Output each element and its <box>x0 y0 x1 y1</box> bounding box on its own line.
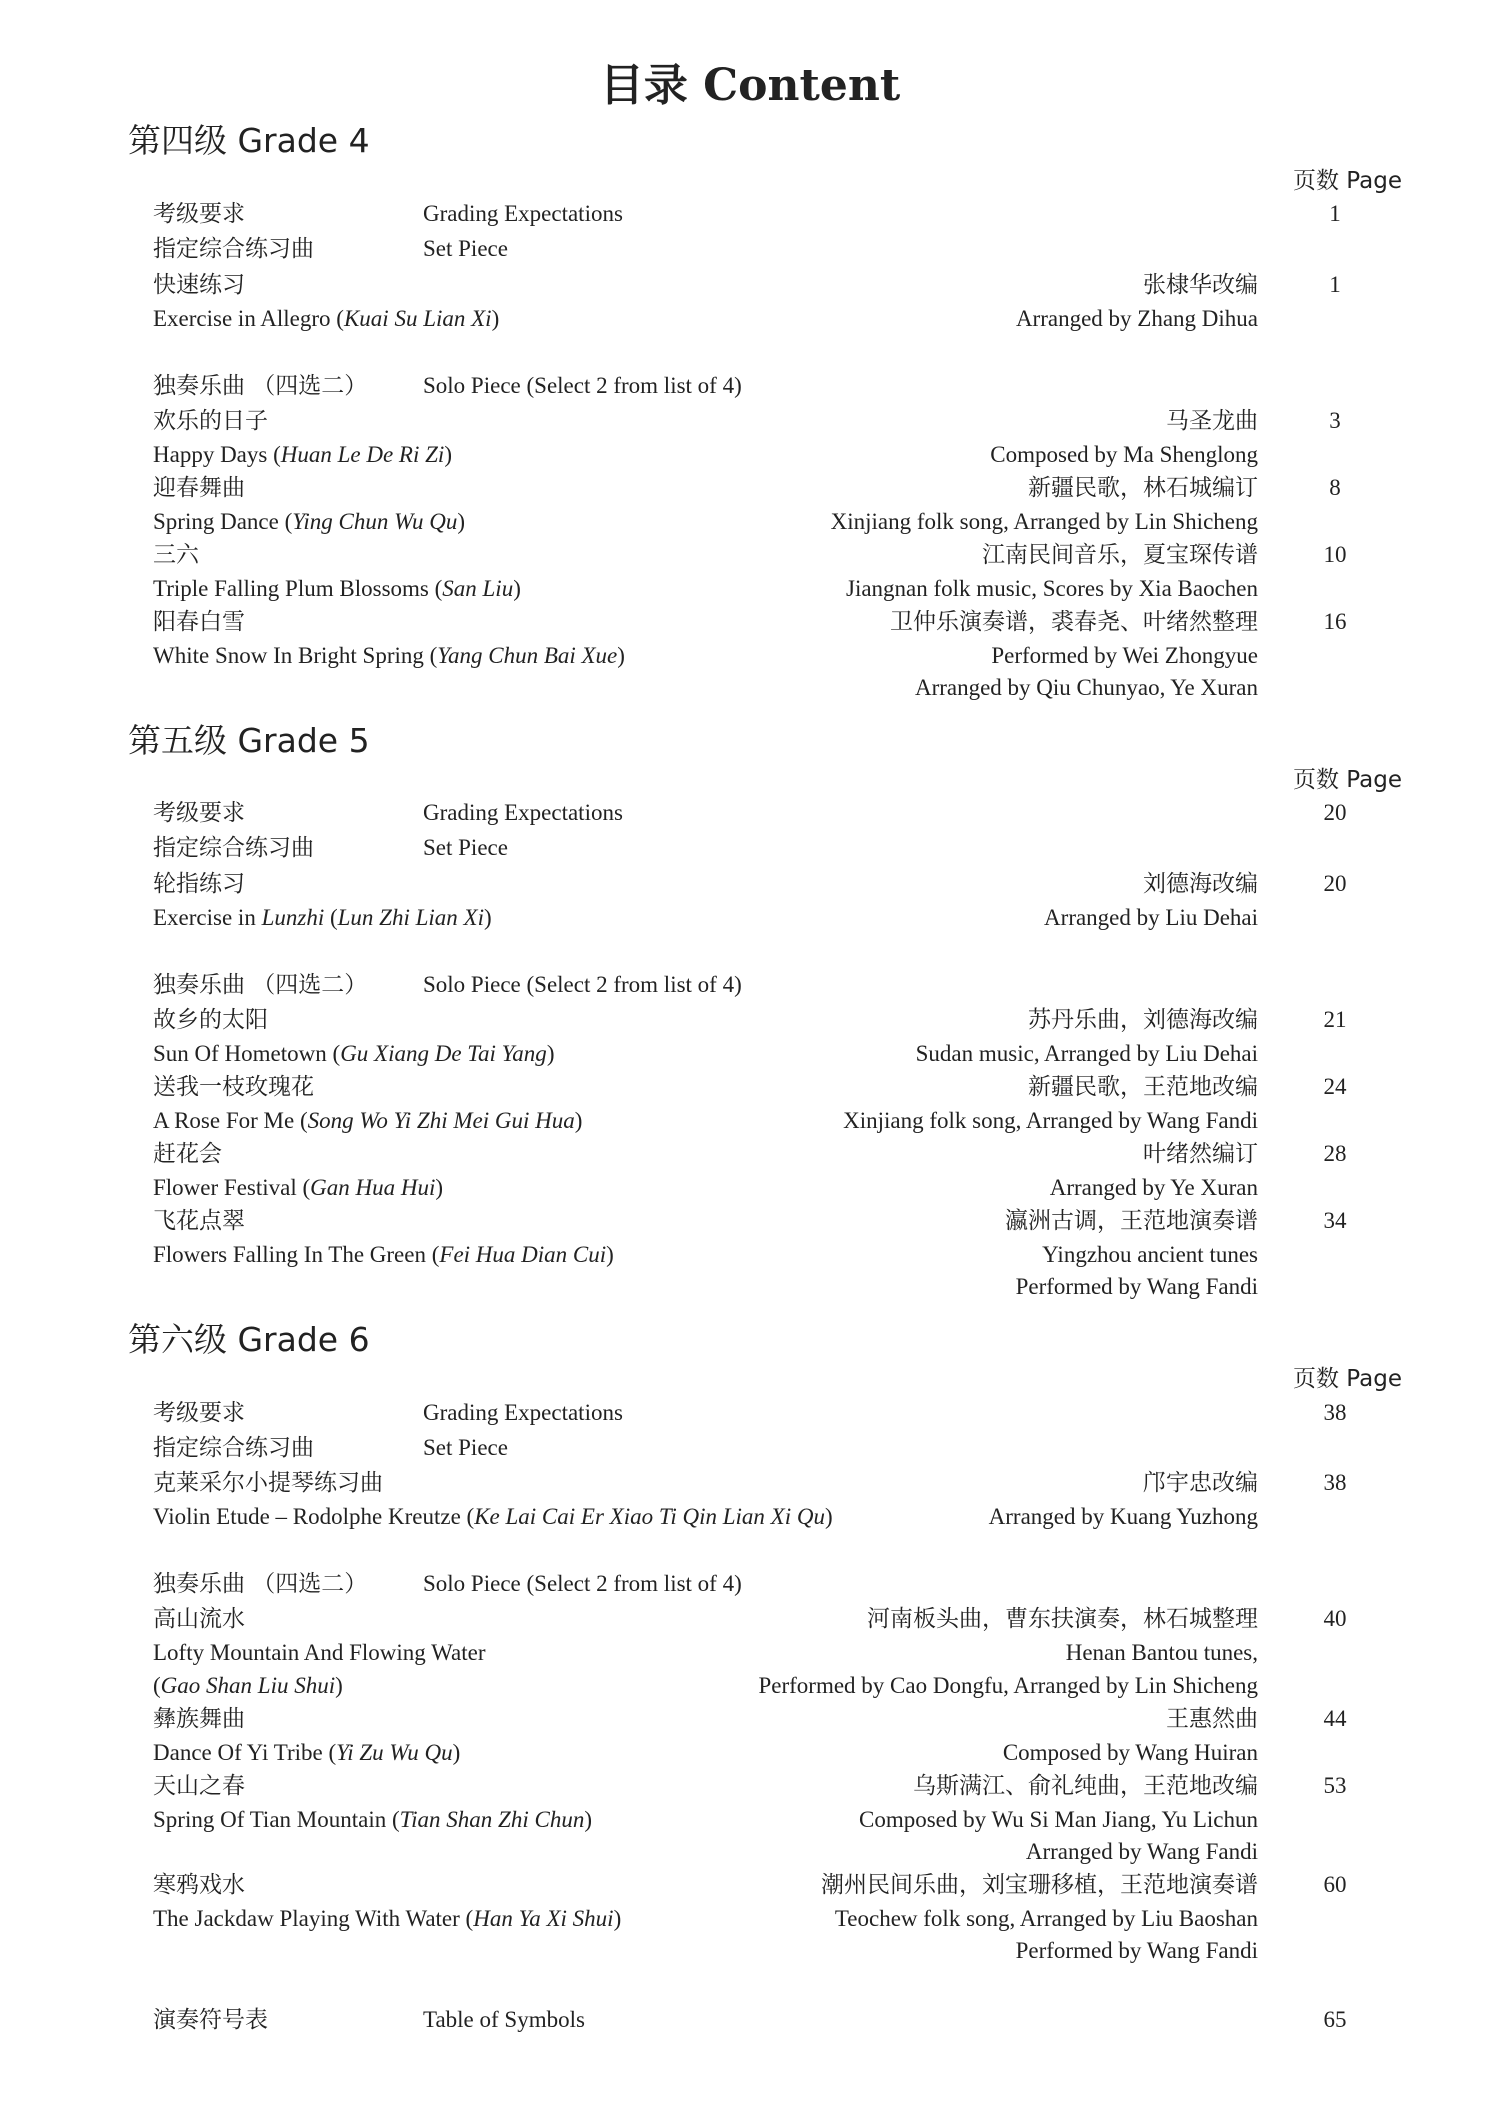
page-number: 65 <box>1323 2007 1347 2032</box>
page-number: 1 <box>1329 201 1341 226</box>
page-number: 40 <box>1323 1606 1347 1631</box>
solo-piece-header: 独奏乐曲 （四选二） Solo Piece (Select 2 from list of 4) <box>153 972 742 998</box>
toc-entry-title-en: Dance Of Yi Tribe (Yi Zu Wu Qu) Composed by Wang Huiran <box>153 1740 1258 1765</box>
toc-entry-title-zh[interactable]: 彝族舞曲 王惠然曲 44 <box>153 1703 1398 1735</box>
toc-entry-title-zh[interactable]: 高山流水 河南板头曲，曹东扶演奏，林石城整理 40 <box>153 1603 1398 1635</box>
toc-entry-title-zh[interactable]: 飞花点翠 瀛洲古调，王范地演奏谱 34 <box>153 1205 1398 1237</box>
toc-entry-title-en: Flower Festival (Gan Hua Hui) Arranged by Ye Xuran <box>153 1175 1258 1200</box>
page-number: 1 <box>1329 272 1341 297</box>
solo-piece-header: 独奏乐曲 （四选二） Solo Piece (Select 2 from list of 4) <box>153 1571 742 1597</box>
page-number: 3 <box>1329 408 1341 433</box>
toc-entry-set-piece: 指定综合练习曲 Set Piece <box>153 236 508 262</box>
toc-entry-grading-expectations[interactable]: 考级要求 Grading Expectations 20 <box>153 797 1398 829</box>
toc-entry-set-piece: 指定综合练习曲 Set Piece <box>153 1435 508 1461</box>
toc-entry-title-zh[interactable]: 阳春白雪 卫仲乐演奏谱，裘春尧、叶绪然整理 16 <box>153 606 1398 638</box>
page-number: 34 <box>1323 1208 1347 1233</box>
page-number: 8 <box>1329 475 1341 500</box>
page-number: 20 <box>1323 800 1347 825</box>
toc-entry-credit-continued: Performed by Wang Fandi <box>1015 1938 1258 1963</box>
page-column-header: 页数 Page <box>1293 767 1402 793</box>
page-column-header: 页数 Page <box>1293 1366 1402 1392</box>
toc-entry-title-zh[interactable]: 故乡的太阳 苏丹乐曲，刘德海改编 21 <box>153 1004 1398 1036</box>
page-number: 38 <box>1323 1400 1347 1425</box>
toc-entry-credit-continued: Performed by Wang Fandi <box>1015 1274 1258 1299</box>
toc-entry-title-en: Sun Of Hometown (Gu Xiang De Tai Yang) Sudan music, Arranged by Liu Dehai <box>153 1041 1258 1066</box>
page-title: 目录 Content <box>599 60 901 111</box>
toc-entry-title-en: Spring Dance (Ying Chun Wu Qu) Xinjiang folk song, Arranged by Lin Shicheng <box>153 509 1258 534</box>
toc-entry-credit-continued: Arranged by Qiu Chunyao, Ye Xuran <box>914 675 1258 700</box>
toc-entry-title-zh[interactable]: 赶花会 叶绪然编订 28 <box>153 1138 1398 1170</box>
solo-piece-header: 独奏乐曲 （四选二） Solo Piece (Select 2 from list of 4) <box>153 373 742 399</box>
toc-entry-table-of-symbols[interactable]: 演奏符号表 Table of Symbols 65 <box>153 2004 1398 2036</box>
toc-entry-title-zh[interactable]: 迎春舞曲 新疆民歌，林石城编订 8 <box>153 472 1398 504</box>
toc-entry-title-zh[interactable]: 寒鸦戏水 潮州民间乐曲，刘宝珊移植，王范地演奏谱 60 <box>153 1869 1398 1901</box>
toc-entry-title-en: Happy Days (Huan Le De Ri Zi) Composed by Ma Shenglong <box>153 442 1258 467</box>
page-number: 16 <box>1323 609 1347 634</box>
page-number: 21 <box>1323 1007 1347 1032</box>
toc-entry-grading-expectations[interactable]: 考级要求 Grading Expectations 1 <box>153 198 1398 230</box>
toc-entry-title-en: Exercise in Lunzhi (Lun Zhi Lian Xi) Arranged by Liu Dehai <box>153 905 1258 930</box>
page-number: 28 <box>1323 1141 1347 1166</box>
toc-entry-title-en: Lofty Mountain And Flowing Water Henan Bantou tunes, <box>153 1640 1258 1665</box>
grade-6-heading: 第六级 Grade 6 <box>128 1320 370 1359</box>
toc-entry-title-zh[interactable]: 克莱采尔小提琴练习曲 邝宇忠改编 38 <box>153 1467 1398 1499</box>
toc-entry-title-en: Flowers Falling In The Green (Fei Hua Dian Cui) Yingzhou ancient tunes <box>153 1242 1258 1267</box>
toc-entry-title-zh[interactable]: 轮指练习 刘德海改编 20 <box>153 868 1398 900</box>
toc-entry-title-en: White Snow In Bright Spring (Yang Chun Bai Xue) Performed by Wei Zhongyue <box>153 643 1258 668</box>
toc-entry-title-en: A Rose For Me (Song Wo Yi Zhi Mei Gui Hua) Xinjiang folk song, Arranged by Wang Fandi <box>153 1108 1258 1133</box>
toc-entry-title-en: Triple Falling Plum Blossoms (San Liu) Jiangnan folk music, Scores by Xia Baochen <box>153 576 1258 601</box>
page-number: 24 <box>1323 1074 1347 1099</box>
page-column-header: 页数 Page <box>1293 168 1402 194</box>
toc-entry-title-zh[interactable]: 送我一枝玫瑰花 新疆民歌，王范地改编 24 <box>153 1071 1398 1103</box>
toc-entry-title-zh[interactable]: 快速练习 张棣华改编 1 <box>153 269 1398 301</box>
toc-entry-set-piece: 指定综合练习曲 Set Piece <box>153 835 508 861</box>
grade-4-heading: 第四级 Grade 4 <box>128 121 370 160</box>
page-number: 44 <box>1323 1706 1347 1731</box>
toc-entry-grading-expectations[interactable]: 考级要求 Grading Expectations 38 <box>153 1397 1398 1429</box>
toc-entry-title-zh[interactable]: 欢乐的日子 马圣龙曲 3 <box>153 405 1398 437</box>
page-number: 60 <box>1323 1872 1347 1897</box>
page-number: 20 <box>1323 871 1347 896</box>
page-number: 38 <box>1323 1470 1347 1495</box>
page-number: 53 <box>1323 1773 1347 1798</box>
toc-entry-title-en: Spring Of Tian Mountain (Tian Shan Zhi Chun) Composed by Wu Si Man Jiang, Yu Lichun <box>153 1807 1258 1832</box>
toc-entry-title-en: Violin Etude – Rodolphe Kreutze (Ke Lai Cai Er Xiao Ti Qin Lian Xi Qu) Arranged by Kuang Yuzhong <box>153 1504 1258 1529</box>
toc-entry-title-zh[interactable]: 三六 江南民间音乐，夏宝琛传谱 10 <box>153 539 1398 571</box>
toc-entry-title-en-continued: (Gao Shan Liu Shui) Performed by Cao Dongfu, Arranged by Lin Shicheng <box>153 1673 1258 1698</box>
toc-entry-title-zh[interactable]: 天山之春 乌斯满江、俞礼纯曲，王范地改编 53 <box>153 1770 1398 1802</box>
page-number: 10 <box>1323 542 1347 567</box>
toc-entry-title-en: Exercise in Allegro (Kuai Su Lian Xi) Arranged by Zhang Dihua <box>153 306 1258 331</box>
toc-entry-title-en: The Jackdaw Playing With Water (Han Ya Xi Shui) Teochew folk song, Arranged by Liu Baoshan <box>153 1906 1258 1931</box>
toc-entry-credit-continued: Arranged by Wang Fandi <box>1025 1839 1258 1864</box>
grade-5-heading: 第五级 Grade 5 <box>128 721 370 760</box>
